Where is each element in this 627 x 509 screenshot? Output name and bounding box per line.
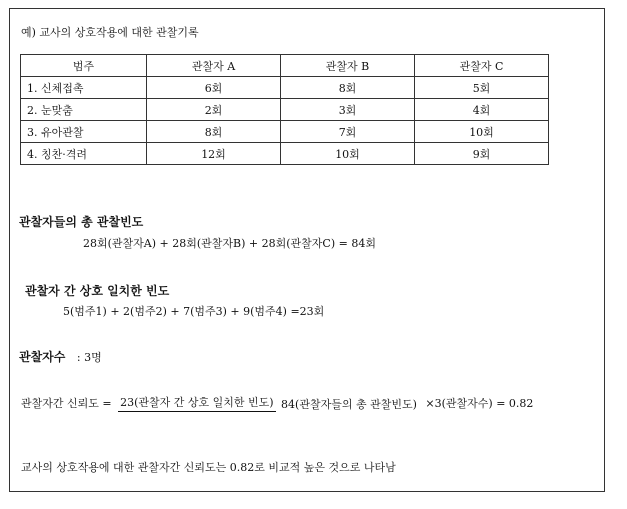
table-cell: 6회 — [147, 77, 281, 99]
observer-count-value: : 3명 — [76, 351, 102, 364]
table-cell: 3회 — [281, 99, 415, 121]
fraction-denominator: 84(관찰자들의 총 관찰빈도) — [281, 397, 417, 411]
document-title: 예) 교사의 상호작용에 대한 관찰기록 — [21, 26, 199, 39]
observer-count-heading: 관찰자수 — [19, 350, 66, 364]
observation-table — [20, 54, 549, 165]
table-row — [21, 121, 549, 143]
table-header: 관찰자 B — [281, 55, 415, 77]
table-cell: 3. 유아관찰 — [21, 121, 147, 143]
reliability-formula — [21, 394, 533, 412]
total-frequency-formula: 28회(관찰자A) + 28회(관찰자B) + 28회(관찰자C) = 84회 — [83, 237, 376, 250]
table-cell: 2. 눈맞춤 — [21, 99, 147, 121]
conclusion-text: 교사의 상호작용에 대한 관찰자간 신뢰도는 0.82로 비교적 높은 것으로 나타남 — [21, 461, 396, 474]
table-header: 관찰자 A — [147, 55, 281, 77]
table-cell: 8회 — [281, 77, 415, 99]
table-cell: 10회 — [415, 121, 549, 143]
table-row — [21, 143, 549, 165]
reliability-result: ×3(관찰자수) = 0.82 — [425, 397, 534, 410]
table-cell: 9회 — [415, 143, 549, 165]
table-cell: 8회 — [147, 121, 281, 143]
reliability-label: 관찰자간 신뢰도 = — [21, 397, 112, 410]
agreement-formula: 5(범주1) + 2(범주2) + 7(범주3) + 9(범주4) =23회 — [63, 305, 325, 318]
table-cell: 4. 칭찬·격려 — [21, 143, 147, 165]
table-cell: 1. 신체접촉 — [21, 77, 147, 99]
total-frequency-heading: 관찰자들의 총 관찰빈도 — [19, 215, 144, 229]
fraction-numerator: 23(관찰자 간 상호 일치한 빈도) — [118, 394, 275, 412]
table-cell: 7회 — [281, 121, 415, 143]
table-header: 범주 — [21, 55, 147, 77]
table-cell: 4회 — [415, 99, 549, 121]
table-cell: 10회 — [281, 143, 415, 165]
reliability-fraction — [118, 394, 419, 412]
observer-count-line — [19, 350, 102, 365]
table-row — [21, 77, 549, 99]
table-row — [21, 99, 549, 121]
table-cell: 5회 — [415, 77, 549, 99]
table-header-row — [21, 55, 549, 77]
table-cell: 12회 — [147, 143, 281, 165]
table-header: 관찰자 C — [415, 55, 549, 77]
table-cell: 2회 — [147, 99, 281, 121]
agreement-heading: 관찰자 간 상호 일치한 빈도 — [25, 284, 170, 298]
